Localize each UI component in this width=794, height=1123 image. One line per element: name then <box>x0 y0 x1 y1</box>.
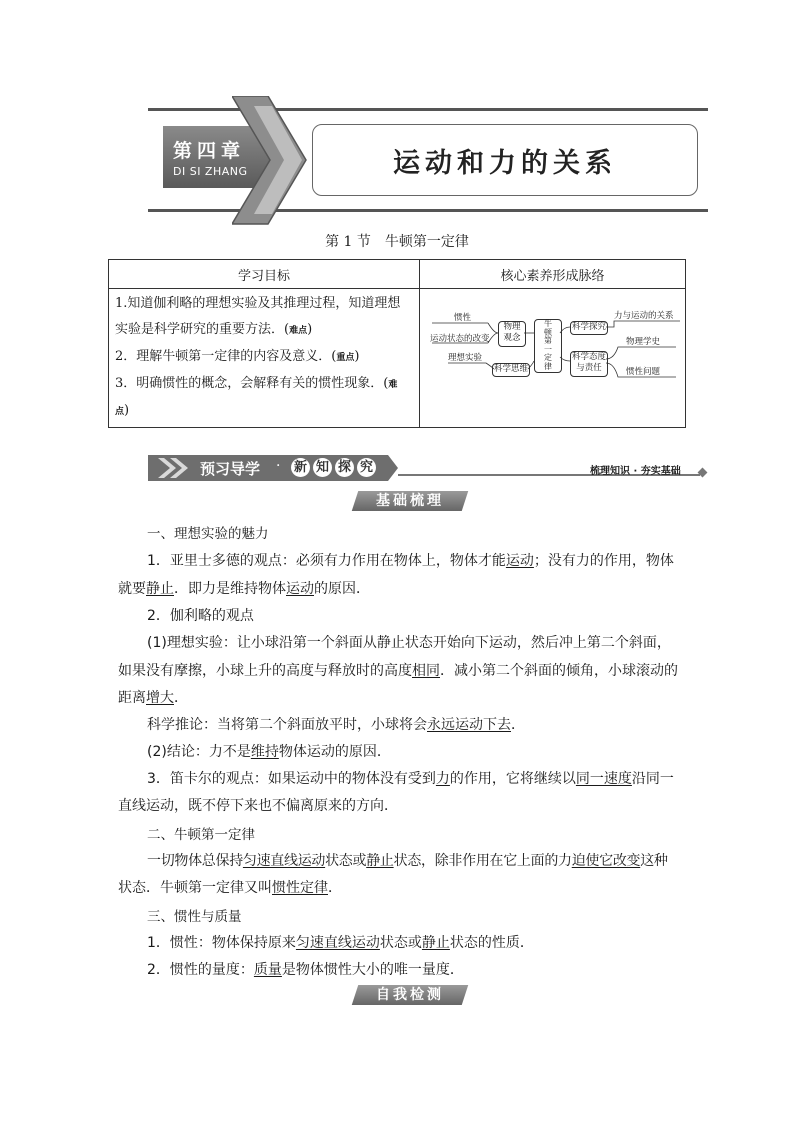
paragraph-line: 1．亚里士多德的观点：必须有力作用在物体上，物体才能运动；没有力的作用，物体 <box>147 553 674 569</box>
paragraph-line: 科学推论：当将第二个斜面放平时，小球将会永远运动下去． <box>147 717 525 733</box>
answer-blank: 运动 <box>505 553 534 569</box>
section-tag-self-check: 自我检测 <box>352 985 468 1005</box>
banner-char: 探 <box>335 458 354 477</box>
competency-mindmap-cell <box>420 289 686 428</box>
heading-ideal-experiment: 一、理想实验的魅力 <box>147 526 269 542</box>
paragraph-line: 一切物体总保持匀速直线运动状态或静止状态，除非作用在它上面的力迫使它改变这种 <box>147 853 668 869</box>
mindmap-node-physics-concept: 物理 观念 <box>498 321 526 347</box>
banner-char: 新 <box>291 458 310 477</box>
paragraph-line: 就要静止．即力是维持物体运动的原因． <box>118 581 370 597</box>
section-title: 第 1 节 牛顿第一定律 <box>325 234 469 250</box>
chapter-title-box <box>312 124 698 196</box>
goal-line: 实验是科学研究的重要方法．(难点) <box>115 322 313 337</box>
banner-char: 究 <box>357 458 376 477</box>
answer-blank: 静止 <box>146 581 174 597</box>
mindmap-node-scientific-inquiry: 科学探究 <box>570 321 608 335</box>
answer-blank: 永远运动下去 <box>427 717 511 733</box>
diamond-icon <box>698 468 708 478</box>
key-point-tag: 重点 <box>336 353 355 363</box>
goal-line: 3．明确惯性的概念，会解释有关的惯性现象．(难 <box>115 376 398 391</box>
chapter-label: 第四章 <box>173 140 246 162</box>
banner-char: 知 <box>313 458 332 477</box>
paragraph-line: 3．笛卡尔的观点：如果运动中的物体没有受到力的作用，它将继续以同一速度沿同一 <box>147 771 674 787</box>
mindmap-node-newton-first-law: 牛 顿 第 一 定 律 <box>534 319 562 373</box>
preview-banner <box>148 455 398 481</box>
chapter-pinyin: DI SI ZHANG <box>173 165 248 178</box>
answer-blank: 质量 <box>253 962 282 978</box>
goal-line: 点) <box>115 403 130 418</box>
mindmap-node-force-motion: 力与运动的关系 <box>614 311 674 321</box>
mindmap <box>430 311 692 403</box>
chapter-chevron-icon <box>232 96 312 226</box>
mindmap-node-motion-change: 运动状态的改变 <box>430 334 490 344</box>
paragraph-line: 1．惯性：物体保持原来匀速直线运动状态或静止状态的性质． <box>147 935 534 951</box>
answer-blank: 惯性定律 <box>272 880 328 896</box>
answer-blank: 同一速度 <box>575 771 632 787</box>
paragraph-line: (2)结论：力不是维持物体运动的原因． <box>147 744 391 760</box>
table-header-goals: 学习目标 <box>109 260 420 289</box>
paragraph-line: (1)理想实验：让小球沿第一个斜面从静止状态开始向下运动，然后冲上第二个斜面， <box>147 635 671 651</box>
answer-blank: 力 <box>435 771 450 787</box>
answer-blank: 相同 <box>412 663 440 679</box>
paragraph-line: 如果没有摩擦，小球上升的高度与释放时的高度相同．减小第二个斜面的倾角，小球滚动的 <box>118 663 678 679</box>
banner-title-preview: 预习导学 <box>200 460 261 478</box>
answer-blank: 维持 <box>250 744 279 760</box>
mindmap-node-inertia: 惯性 <box>454 313 472 323</box>
difficulty-tag: 难点 <box>289 326 308 336</box>
mindmap-node-inertia-problem: 惯性问题 <box>626 367 661 377</box>
section-tag-basic-review: 基础梳理 <box>352 491 468 511</box>
goal-line: 1.知道伽利略的理想实验及其推理过程，知道理想 <box>115 296 401 311</box>
objectives-table <box>108 259 686 428</box>
mindmap-node-scientific-thinking: 科学思维 <box>492 363 530 377</box>
table-header-competency: 核心素养形成脉络 <box>420 260 686 289</box>
answer-blank: 静止 <box>421 935 450 951</box>
heading-inertia-mass: 三、惯性与质量 <box>147 909 242 925</box>
answer-blank: 运动 <box>286 581 314 597</box>
answer-blank: 匀速直线运动 <box>295 935 380 951</box>
paragraph-line: 距离增大． <box>118 690 188 706</box>
answer-blank: 匀速直线运动 <box>242 853 326 869</box>
paragraph-line: 状态．牛顿第一定律又叫惯性定律． <box>118 880 342 896</box>
banner-dot: · <box>276 458 281 474</box>
paragraph-line: 2．伽利略的观点 <box>147 608 254 624</box>
mindmap-node-ideal-experiment: 理想实验 <box>448 353 483 363</box>
heading-newton-first-law: 二、牛顿第一定律 <box>147 827 255 843</box>
paragraph-line: 直线运动，既不停下来也不偏离原来的方向． <box>118 798 398 814</box>
difficulty-tag: 难 <box>388 380 398 390</box>
mindmap-node-attitude-responsibility: 科学态度 与责任 <box>570 351 608 377</box>
answer-blank: 迫使它改变 <box>571 853 641 869</box>
difficulty-tag: 点 <box>115 407 125 417</box>
paragraph-line: 2．惯性的量度：质量是物体惯性大小的唯一量度． <box>147 962 464 978</box>
banner-subtitle: 梳理知识 · 夯实基础 <box>590 466 681 477</box>
mindmap-node-physics-history: 物理学史 <box>626 337 661 347</box>
answer-blank: 静止 <box>366 853 394 869</box>
goal-line: 2．理解牛顿第一定律的内容及意义．(重点) <box>115 349 360 364</box>
chapter-title: 运动和力的关系 <box>393 148 617 179</box>
answer-blank: 增大 <box>146 690 174 706</box>
learning-goals-cell <box>109 289 420 428</box>
